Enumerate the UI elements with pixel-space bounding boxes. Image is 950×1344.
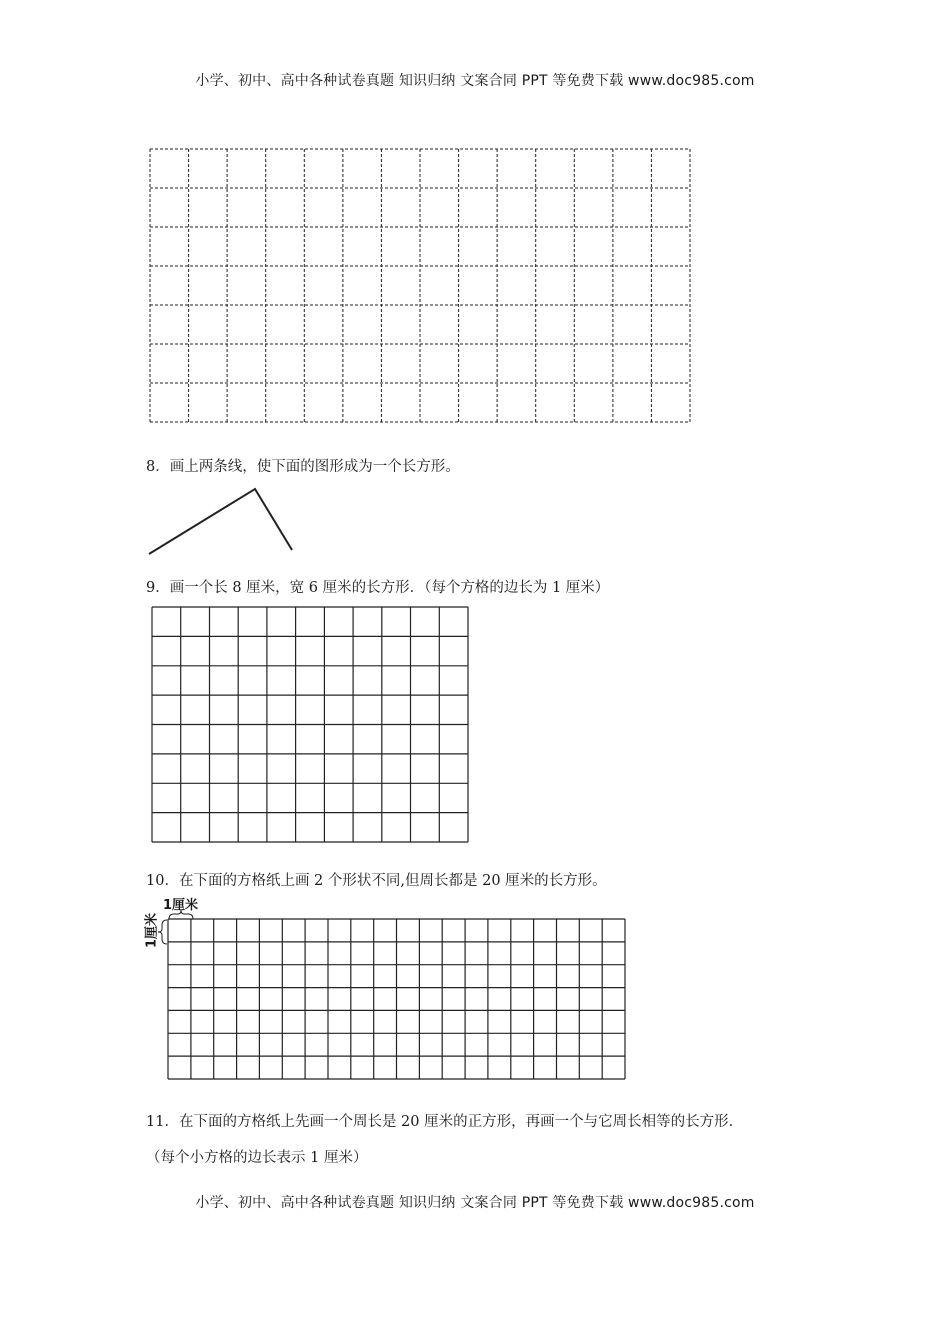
square-grid-q10 xyxy=(168,919,628,1082)
angle-figure xyxy=(146,486,296,558)
question-9-text: 9．画一个长 8 厘米，宽 6 厘米的长方形．（每个方格的边长为 1 厘米） xyxy=(146,580,610,596)
square-grid-q9 xyxy=(152,607,470,845)
page-footer: 小学、初中、高中各种试卷真题 知识归纳 文案合同 PPT 等免费下载 www.doc985.com xyxy=(195,1195,755,1211)
unit-label-side: 1厘米 xyxy=(144,912,160,949)
question-11-text-line1: 11．在下面的方格纸上先画一个周长是 20 厘米的正方形，再画一个与它周长相等的长方形． xyxy=(146,1114,744,1130)
unit-brace-side xyxy=(158,919,168,945)
question-10-text: 10．在下面的方格纸上画 2 个形状不同,但周长都是 20 厘米的长方形。 xyxy=(146,873,607,889)
dashed-grid xyxy=(150,149,692,427)
unit-label-top: 1厘米 xyxy=(163,898,199,913)
question-8-text: 8．画上两条线，使下面的图形成为一个长方形。 xyxy=(146,459,460,475)
page-header: 小学、初中、高中各种试卷真题 知识归纳 文案合同 PPT 等免费下载 www.doc985.com xyxy=(195,73,755,89)
question-11-text-line2: （每个小方格的边长表示 1 厘米） xyxy=(146,1150,368,1166)
